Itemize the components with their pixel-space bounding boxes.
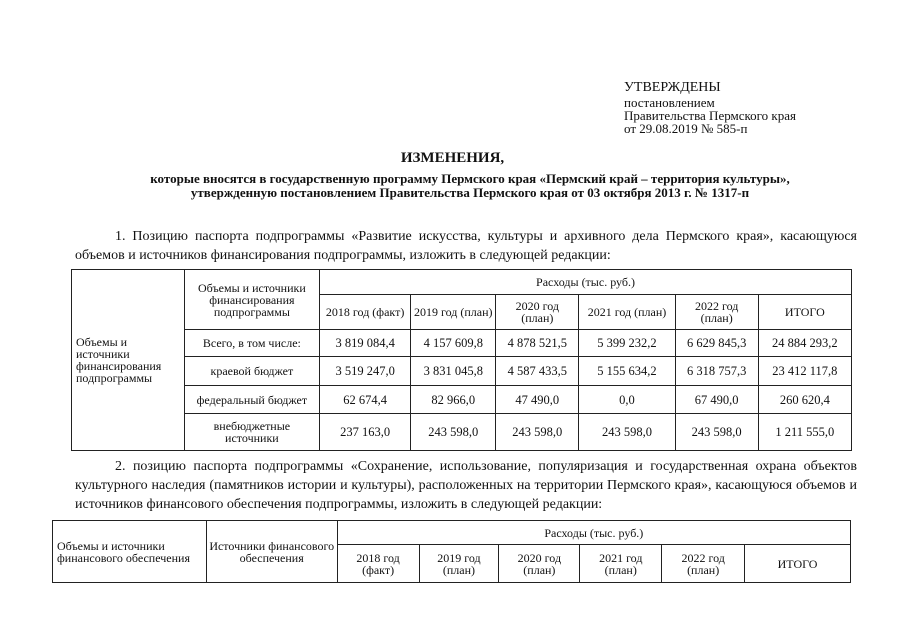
table2-row-header: Объемы и источники финансового обеспечения: [53, 521, 207, 583]
document-subtitle: [40, 172, 900, 200]
table-cell: 47 490,0: [496, 386, 579, 414]
table1-row-label: краевой бюджет: [184, 357, 319, 386]
table1-year-header: 2022 год (план): [675, 295, 758, 330]
table2-year-header: 2022 год (план): [662, 545, 745, 583]
subtitle-line-1: которые вносятся в государственную программу Пермского края «Пермский край – территория культуры»,: [150, 171, 790, 186]
table1-row-header: Объемы и источники финансирования подпрограммы: [72, 270, 185, 451]
subtitle-line-2: утвержденную постановлением Правительства Пермского края от 03 октября 2013 г. № 1317-п: [190, 185, 750, 200]
table1-source-header: Объемы и источники финансирования подпрограммы: [184, 270, 319, 330]
table2-year-header: 2019 год (план): [419, 545, 499, 583]
table-row: [72, 330, 852, 357]
table-cell: 260 620,4: [758, 386, 851, 414]
financing-table-2: [52, 520, 851, 583]
table1-row-label: федеральный бюджет: [184, 386, 319, 414]
table1-year-header: 2018 год (факт): [320, 295, 411, 330]
table1-year-header: 2019 год (план): [411, 295, 496, 330]
paragraph-2-text: 2. позицию паспорта подпрограммы «Сохранение, использование, популяризация и государственная охрана объектов культурного наследия (памятников истории и культуры), расположенных на территории Пермского края», касающуюся объемов и источников финансового обеспечения подпрограммы, изложить в следующей редакции:: [75, 459, 857, 512]
table2-year-header: 2018 год (факт): [337, 545, 419, 583]
table1-total-header: ИТОГО: [758, 295, 851, 330]
table1-year-header: 2020 год (план): [496, 295, 579, 330]
table-cell: 243 598,0: [411, 414, 496, 451]
table-cell: 243 598,0: [496, 414, 579, 451]
table-cell: 23 412 117,8: [758, 357, 851, 386]
approved-date-number: от 29.08.2019 № 585-п: [624, 121, 748, 136]
table2-total-header: ИТОГО: [745, 545, 851, 583]
table-cell: 4 587 433,5: [496, 357, 579, 386]
table-row: [72, 414, 852, 451]
table-cell: 0,0: [579, 386, 675, 414]
paragraph-1: [75, 227, 857, 265]
document-title: ИЗМЕНЕНИЯ,: [400, 150, 505, 166]
table-cell: 4 157 609,8: [411, 330, 496, 357]
approved-label: УТВЕРЖДЕНЫ: [624, 80, 721, 95]
table1-expenses-header: Расходы (тыс. руб.): [320, 270, 852, 295]
table2-year-header: 2021 год (план): [580, 545, 662, 583]
table-cell: 1 211 555,0: [758, 414, 851, 451]
table2-expenses-header: Расходы (тыс. руб.): [337, 521, 850, 545]
table-cell: 5 155 634,2: [579, 357, 675, 386]
table-cell: 243 598,0: [675, 414, 758, 451]
paragraph-1-text: 1. Позицию паспорта подпрограммы «Развитие искусства, культуры и архивного дела Пермского края», касающуюся объемов и источников финансирования подпрограммы, изложить в следующей редакции:: [75, 229, 857, 263]
table-cell: 243 598,0: [579, 414, 675, 451]
table-cell: 67 490,0: [675, 386, 758, 414]
table-cell: 62 674,4: [320, 386, 411, 414]
table2-source-header: Источники финансового обеспечения: [206, 521, 337, 583]
table1-row-label: Всего, в том числе:: [184, 330, 319, 357]
approved-by-label: постановлением: [624, 95, 715, 110]
approval-stamp: [624, 80, 796, 135]
table2-year-header: 2020 год (план): [499, 545, 580, 583]
table-row: [72, 357, 852, 386]
table-cell: 4 878 521,5: [496, 330, 579, 357]
table1-year-header: 2021 год (план): [579, 295, 675, 330]
table-cell: 6 629 845,3: [675, 330, 758, 357]
table-cell: 24 884 293,2: [758, 330, 851, 357]
financing-table-1: [71, 269, 852, 451]
table-cell: 3 519 247,0: [320, 357, 411, 386]
table1-row-label: внебюджетные источники: [184, 414, 319, 451]
table-cell: 6 318 757,3: [675, 357, 758, 386]
paragraph-2: [75, 457, 857, 514]
table-cell: 5 399 232,2: [579, 330, 675, 357]
approved-authority: Правительства Пермского края: [624, 108, 796, 123]
table-cell: 3 819 084,4: [320, 330, 411, 357]
table-cell: 82 966,0: [411, 386, 496, 414]
table-row: [72, 386, 852, 414]
table-cell: 237 163,0: [320, 414, 411, 451]
table-cell: 3 831 045,8: [411, 357, 496, 386]
